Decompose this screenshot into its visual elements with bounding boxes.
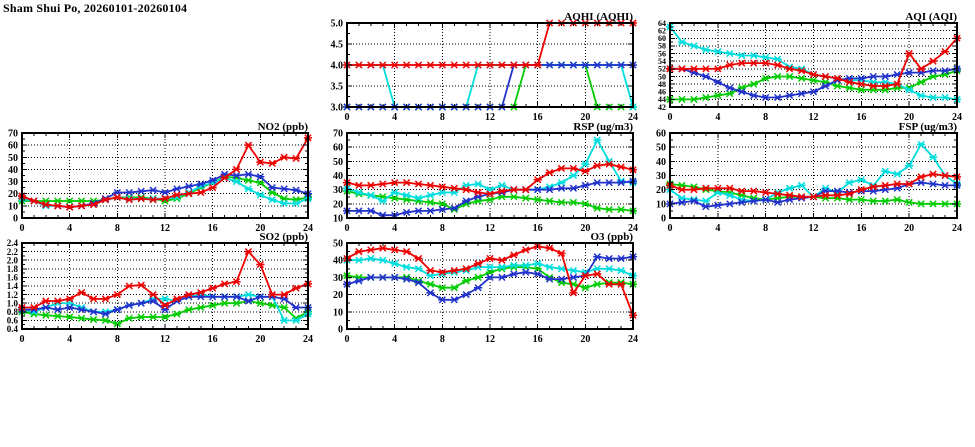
rsp-chart-svg [320,120,647,236]
no2-xtick-label: 24 [303,223,313,234]
no2-xtick-label: 8 [114,223,120,234]
so2-xtick-label: 12 [160,334,170,345]
chart-rsp [320,120,647,241]
aqi-ytick-label: 58 [658,41,666,51]
rsp-xtick-label: 8 [439,223,445,234]
rsp-ytick-label: 20 [333,199,343,211]
so2-xtick-label: 24 [303,334,313,345]
so2-xtick-label: 8 [114,334,120,345]
aqi-chart-svg [645,10,971,125]
aqi-xtick-label: 4 [715,112,721,123]
aqhi-series [343,20,637,110]
aqi-xtick-label: 12 [808,112,819,123]
o3-xtick-label: 20 [580,334,591,345]
o3-series [343,243,637,318]
aqi-ytick-label: 46 [658,87,666,97]
aqi-ytick-label: 42 [658,102,666,112]
so2-ytick-label: 2.0 [6,255,18,266]
rsp-title: RSP (ug/m3) [573,121,633,133]
no2-ytick-label: 30 [8,177,18,189]
aqhi-xtick-label: 24 [628,112,638,123]
chart-fsp [645,120,971,241]
rsp-ytick-label: 10 [333,213,343,225]
rsp-xtick-label: 0 [344,223,350,234]
fsp-xtick-label: 4 [715,223,721,234]
so2-title: SO2 (ppb) [259,231,308,243]
o3-x-labels [345,334,639,345]
no2-ytick-label: 10 [8,201,18,213]
page-title: Sham Shui Po, 20260101-20260104 [3,1,188,15]
aqhi-ytick-label: 3.5 [330,81,343,93]
so2-ytick-label: 1.2 [6,289,18,300]
so2-ytick-label: 0.6 [6,315,18,326]
rsp-ytick-label: 40 [333,171,343,182]
o3-xtick-label: 16 [532,334,543,345]
aqi-ytick-label: 44 [658,95,666,105]
o3-xtick-label: 0 [344,334,350,345]
rsp-xtick-label: 12 [485,223,495,234]
fsp-x-labels [668,223,963,234]
aqhi-xtick-label: 16 [532,112,543,123]
aqi-ytick-label: 54 [658,56,666,66]
o3-ytick-label: 40 [333,255,343,267]
rsp-y-labels [333,129,343,225]
o3-series-red-line [347,246,633,315]
o3-y-labels [333,239,343,336]
no2-grid [22,133,308,218]
rsp-series-cyan-line [347,140,633,201]
o3-series-red-markers [343,243,637,318]
no2-ytick-label: 40 [8,164,18,176]
so2-ytick-label: 1.6 [6,272,18,283]
aqi-ytick-label: 60 [658,34,666,44]
aqi-series-cyan-line [670,27,957,100]
chart-aqi [645,10,971,130]
no2-ytick-label: 70 [8,128,18,140]
so2-ytick-label: 2.4 [6,238,18,249]
rsp-ytick-label: 70 [333,128,343,140]
o3-xtick-label: 8 [439,334,445,345]
o3-ytick-label: 0 [338,324,343,336]
aqi-ytick-label: 56 [658,49,666,59]
fsp-xtick-label: 8 [763,223,769,234]
fsp-ytick-label: 30 [656,171,666,182]
fsp-xtick-label: 12 [808,223,819,234]
aqhi-ytick-label: 4.0 [330,60,343,72]
aqhi-ytick-label: 3.0 [330,102,343,114]
aqi-ytick-label: 64 [658,18,666,28]
aqi-xtick-label: 16 [856,112,867,123]
o3-xtick-label: 12 [485,334,495,345]
aqhi-xtick-label: 0 [344,112,350,123]
no2-xtick-label: 0 [19,223,25,234]
no2-xtick-label: 20 [255,223,266,234]
rsp-ytick-label: 30 [333,185,343,197]
no2-title: NO2 (ppb) [257,121,308,133]
o3-ytick-label: 10 [333,307,343,319]
rsp-ytick-label: 60 [333,142,343,154]
so2-ytick-label: 0.4 [6,324,18,335]
so2-ytick-label: 1.0 [6,298,18,309]
so2-chart-svg [0,230,322,347]
aqhi-title: AQHI (AQHI) [564,11,633,23]
o3-chart-svg [320,230,647,347]
so2-ytick-label: 1.4 [6,281,18,292]
fsp-ytick-label: 60 [656,128,666,140]
aqhi-xtick-label: 4 [392,112,398,123]
aqi-grid [670,23,957,107]
no2-ytick-label: 20 [8,189,18,201]
aqi-ytick-label: 48 [658,79,666,89]
rsp-series [343,137,637,218]
so2-ytick-label: 2.2 [6,246,18,257]
rsp-xtick-label: 20 [580,223,591,234]
aqi-y-labels [658,19,666,112]
o3-ytick-label: 30 [333,272,343,284]
chart-no2 [0,120,322,241]
aqi-xtick-label: 20 [904,112,915,123]
o3-ytick-label: 50 [333,238,343,250]
fsp-xtick-label: 16 [856,223,867,234]
aqi-xtick-label: 8 [763,112,769,123]
aqhi-ytick-label: 5.0 [330,18,343,30]
o3-xtick-label: 4 [392,334,398,345]
chart-aqhi [305,10,647,130]
aqi-ytick-label: 50 [658,72,666,82]
fsp-xtick-label: 0 [667,223,673,234]
fsp-ytick-label: 50 [656,142,666,154]
rsp-xtick-label: 16 [532,223,543,234]
fsp-y-labels [656,129,666,225]
o3-xtick-label: 24 [628,334,638,345]
o3-ytick-label: 20 [333,290,343,302]
no2-y-labels [8,129,18,225]
fsp-ytick-label: 40 [656,156,666,168]
fsp-xtick-label: 24 [952,223,962,234]
chart-o3 [320,230,647,352]
rsp-ytick-label: 50 [333,156,343,168]
aqhi-xtick-label: 20 [580,112,591,123]
so2-xtick-label: 0 [19,334,25,345]
rsp-series-green-markers [343,188,637,214]
o3-title: O3 (ppb) [590,231,633,243]
so2-y-labels [7,238,19,334]
rsp-xtick-label: 4 [392,223,398,234]
no2-chart-svg [0,120,322,236]
no2-xtick-label: 12 [160,223,170,234]
aqhi-ytick-label: 4.5 [330,39,343,51]
aqi-xtick-label: 0 [667,112,673,123]
no2-ytick-label: 0 [13,213,18,225]
no2-xtick-label: 4 [67,223,73,234]
fsp-chart-svg [645,120,971,236]
aqhi-xtick-label: 12 [485,112,495,123]
fsp-ytick-label: 10 [656,199,666,211]
chart-so2 [0,230,322,352]
aqi-title: AQI (AQI) [905,11,957,23]
so2-xtick-label: 16 [207,334,218,345]
fsp-ytick-label: 0 [661,213,666,225]
aqhi-y-labels [331,19,344,114]
aqi-ytick-label: 52 [658,64,666,74]
aqi-ytick-label: 62 [658,26,666,36]
so2-x-labels [20,334,314,345]
no2-ytick-label: 50 [8,152,18,164]
so2-xtick-label: 4 [67,334,73,345]
so2-ytick-label: 1.8 [6,263,18,274]
aqi-xtick-label: 24 [952,112,962,123]
aqhi-chart-svg [305,10,647,125]
fsp-title: FSP (ug/m3) [898,121,957,133]
no2-xtick-label: 16 [207,223,218,234]
aqhi-xtick-label: 8 [439,112,445,123]
fsp-ytick-label: 20 [656,185,666,197]
so2-ytick-label: 0.8 [6,306,18,317]
fsp-xtick-label: 20 [904,223,915,234]
no2-ytick-label: 60 [8,140,18,152]
rsp-xtick-label: 24 [628,223,638,234]
so2-xtick-label: 20 [255,334,266,345]
